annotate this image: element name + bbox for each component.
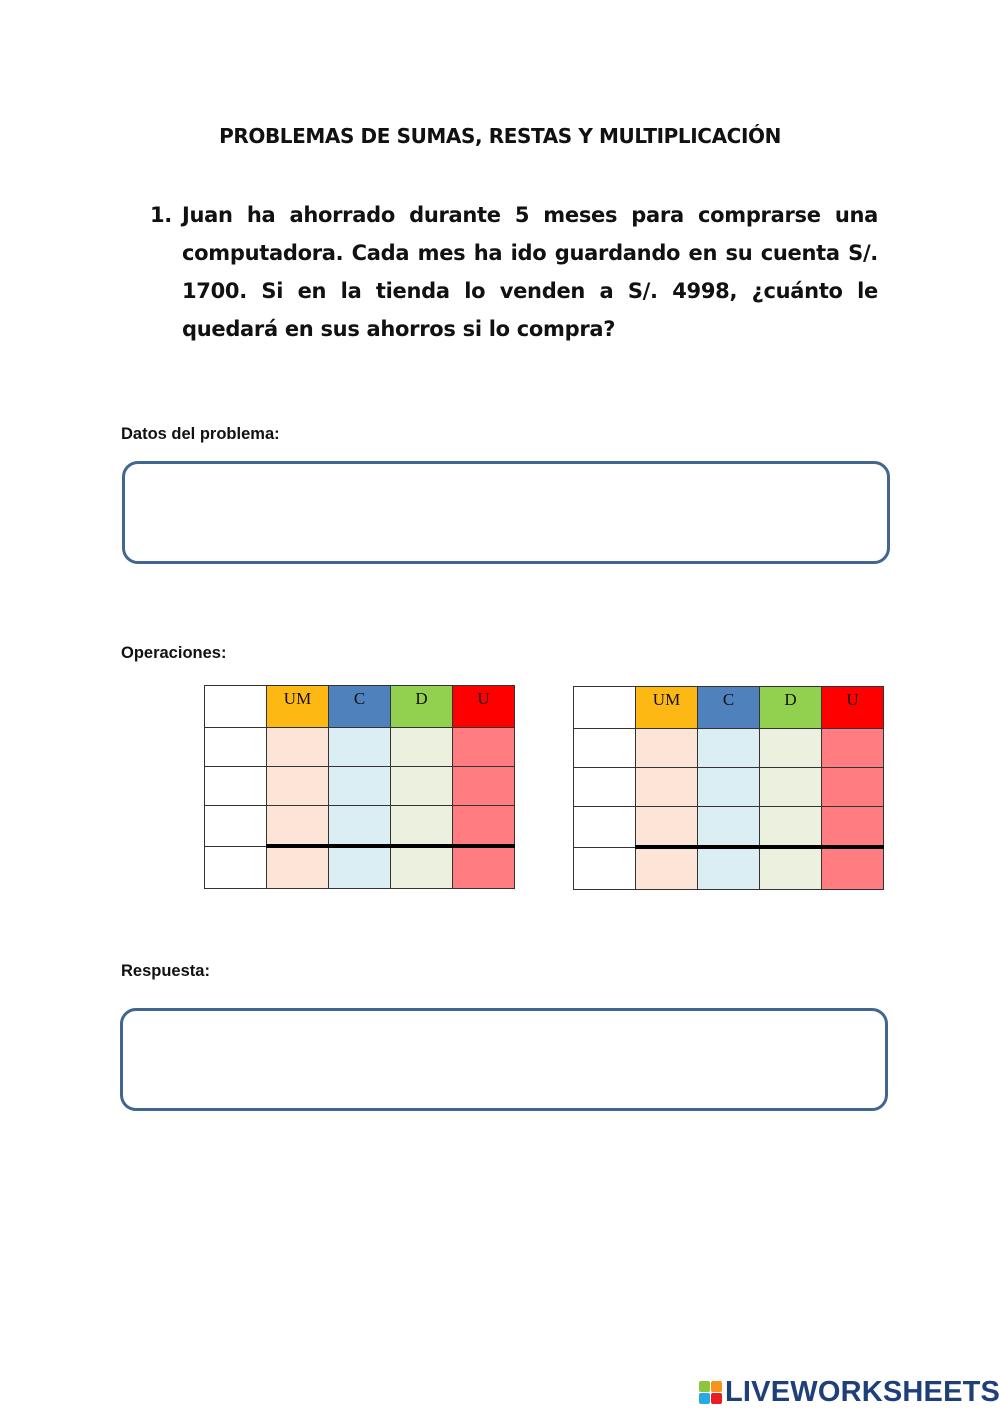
result-cell-c[interactable] <box>698 847 760 890</box>
result-cell-d[interactable] <box>391 846 453 889</box>
grid-cell-c[interactable] <box>698 729 760 768</box>
datos-box[interactable] <box>122 461 890 564</box>
grid-cell-u[interactable] <box>822 768 884 807</box>
header-d: D <box>391 686 453 728</box>
grid-cell-um[interactable] <box>636 729 698 768</box>
grid-cell-d[interactable] <box>391 767 453 806</box>
header-c: C <box>329 686 391 728</box>
liveworksheets-logo <box>699 1374 1000 1410</box>
datos-label: Datos del problema: <box>121 425 280 443</box>
grid-cell[interactable] <box>574 687 636 729</box>
liveworksheets-logo-icon <box>699 1381 722 1404</box>
problem-statement <box>150 196 878 348</box>
respuesta-label: Respuesta: <box>121 962 210 980</box>
operaciones-label: Operaciones: <box>121 644 227 662</box>
grid-cell-um[interactable] <box>267 728 329 767</box>
grid-cell-u[interactable] <box>453 806 515 847</box>
header-um: UM <box>267 686 329 728</box>
header-d: D <box>760 687 822 729</box>
logo-text: LIVEWORKSHEETS <box>725 1375 1000 1408</box>
grid-cell[interactable] <box>205 846 267 889</box>
grid-cell-um[interactable] <box>267 767 329 806</box>
grid-cell-um[interactable] <box>267 806 329 847</box>
result-cell-u[interactable] <box>822 847 884 890</box>
header-c: C <box>698 687 760 729</box>
result-cell-d[interactable] <box>760 847 822 890</box>
respuesta-input[interactable] <box>123 1011 885 1108</box>
grid-cell-um[interactable] <box>636 768 698 807</box>
grid-cell-d[interactable] <box>391 806 453 847</box>
grid-cell[interactable] <box>205 806 267 847</box>
grid-cell-c[interactable] <box>698 768 760 807</box>
grid-cell-u[interactable] <box>822 729 884 768</box>
grid-cell-d[interactable] <box>760 729 822 768</box>
grid-cell-c[interactable] <box>329 728 391 767</box>
result-cell-u[interactable] <box>453 846 515 889</box>
grid-cell-c[interactable] <box>698 807 760 848</box>
grid-cell[interactable] <box>205 728 267 767</box>
grid-cell-d[interactable] <box>391 728 453 767</box>
respuesta-box[interactable] <box>120 1008 888 1111</box>
operation-grid-left <box>204 685 515 889</box>
header-u: U <box>453 686 515 728</box>
grid-cell-u[interactable] <box>453 767 515 806</box>
grid-cell-c[interactable] <box>329 806 391 847</box>
grid-cell[interactable] <box>574 847 636 890</box>
grid-cell[interactable] <box>205 686 267 728</box>
grid-cell-u[interactable] <box>453 728 515 767</box>
grid-cell-d[interactable] <box>760 807 822 848</box>
header-u: U <box>822 687 884 729</box>
result-cell-um[interactable] <box>636 847 698 890</box>
result-cell-c[interactable] <box>329 846 391 889</box>
grid-cell-um[interactable] <box>636 807 698 848</box>
grid-cell-d[interactable] <box>760 768 822 807</box>
operation-grid-right <box>573 686 884 890</box>
grid-cell[interactable] <box>574 807 636 848</box>
datos-input[interactable] <box>125 464 887 561</box>
problem-text: Juan ha ahorrado durante 5 meses para comprarse una computadora. Cada mes ha ido guardando en su cuenta S/. 1700. Si en la tienda lo venden a S/. 4998, ¿cuánto le quedará en sus ahorros si lo compra? <box>182 203 878 341</box>
grid-cell-u[interactable] <box>822 807 884 848</box>
grid-cell-c[interactable] <box>329 767 391 806</box>
page-title: PROBLEMAS DE SUMAS, RESTAS Y MULTIPLICACIÓN <box>219 124 781 148</box>
grid-cell[interactable] <box>205 767 267 806</box>
problem-number: 1. <box>150 203 172 227</box>
header-um: UM <box>636 687 698 729</box>
grid-cell[interactable] <box>574 768 636 807</box>
result-cell-um[interactable] <box>267 846 329 889</box>
grid-cell[interactable] <box>574 729 636 768</box>
